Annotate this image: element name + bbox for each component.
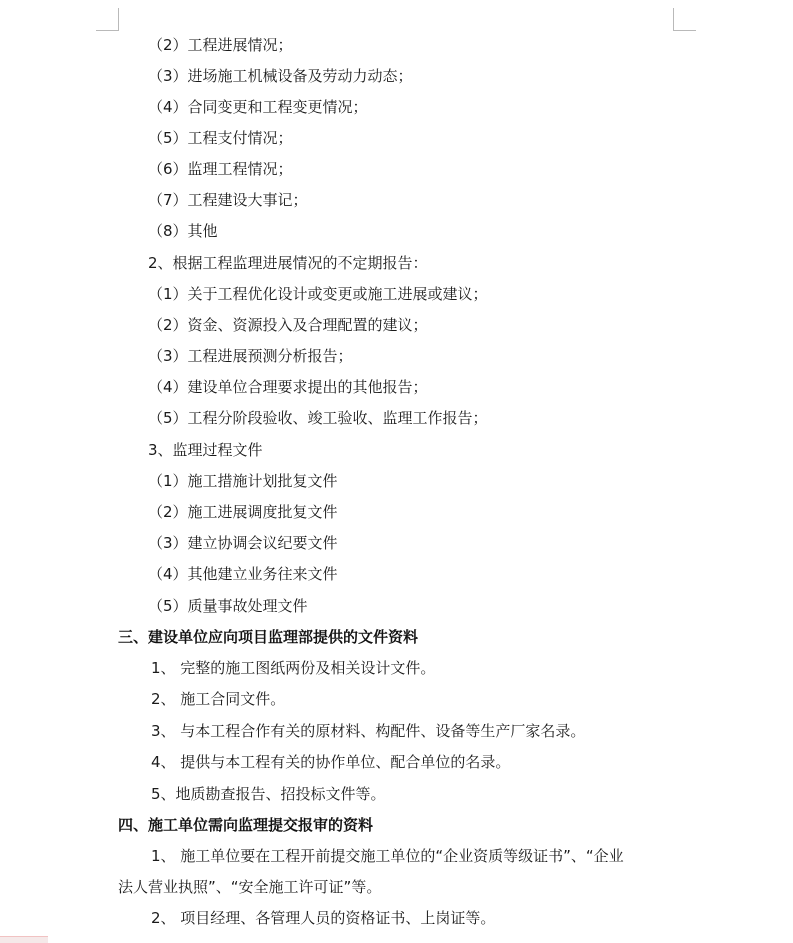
list-item: （5）质量事故处理文件 xyxy=(148,597,308,615)
list-item: （1）关于工程优化设计或变更或施工进展或建议； xyxy=(148,285,488,303)
list-item: （4）合同变更和工程变更情况； xyxy=(148,98,368,116)
page-corner-mark-top-right xyxy=(673,8,696,31)
list-item: （2）施工进展调度批复文件 xyxy=(148,503,338,521)
list-item: （3）工程进展预测分析报告； xyxy=(148,347,353,365)
list-item: 3、 与本工程合作有关的原材料、构配件、设备等生产厂家名录。 xyxy=(151,722,586,740)
page-corner-mark-top-left xyxy=(96,8,119,31)
list-item: （8）其他 xyxy=(148,222,218,240)
list-item: 5、地质勘查报告、招投标文件等。 xyxy=(151,785,386,803)
list-item: （4）建设单位合理要求提出的其他报告； xyxy=(148,378,428,396)
list-item: 2、根据工程监理进展情况的不定期报告： xyxy=(148,254,428,272)
list-item: （2）资金、资源投入及合理配置的建议； xyxy=(148,316,428,334)
list-item: （3）进场施工机械设备及劳动力动态； xyxy=(148,67,413,85)
list-item: （7）工程建设大事记； xyxy=(148,191,308,209)
list-item: （1）施工措施计划批复文件 xyxy=(148,472,338,490)
list-item: 1、 完整的施工图纸两份及相关设计文件。 xyxy=(151,659,436,677)
section-heading: 三、建设单位应向项目监理部提供的文件资料 xyxy=(118,628,419,646)
list-item: 4、 提供与本工程有关的协作单位、配合单位的名录。 xyxy=(151,753,511,771)
list-item: （3）建立协调会议纪要文件 xyxy=(148,534,338,552)
list-item: （4）其他建立业务往来文件 xyxy=(148,565,338,583)
list-item: （5）工程支付情况； xyxy=(148,129,293,147)
section-heading: 四、施工单位需向监理提交报审的资料 xyxy=(118,816,374,834)
list-item: （6）监理工程情况； xyxy=(148,160,293,178)
paragraph-line: 法人营业执照”、“安全施工许可证”等。 xyxy=(118,878,382,896)
paragraph-line: 1、 施工单位要在工程开前提交施工单位的“企业资质等级证书”、“企业 xyxy=(151,847,624,865)
list-item: 2、 施工合同文件。 xyxy=(151,690,286,708)
list-item: 3、监理过程文件 xyxy=(148,441,263,459)
list-item: （5）工程分阶段验收、竣工验收、监理工作报告； xyxy=(148,409,488,427)
list-item: 2、 项目经理、各管理人员的资格证书、上岗证等。 xyxy=(151,909,496,927)
list-item: （2）工程进展情况； xyxy=(148,36,293,54)
